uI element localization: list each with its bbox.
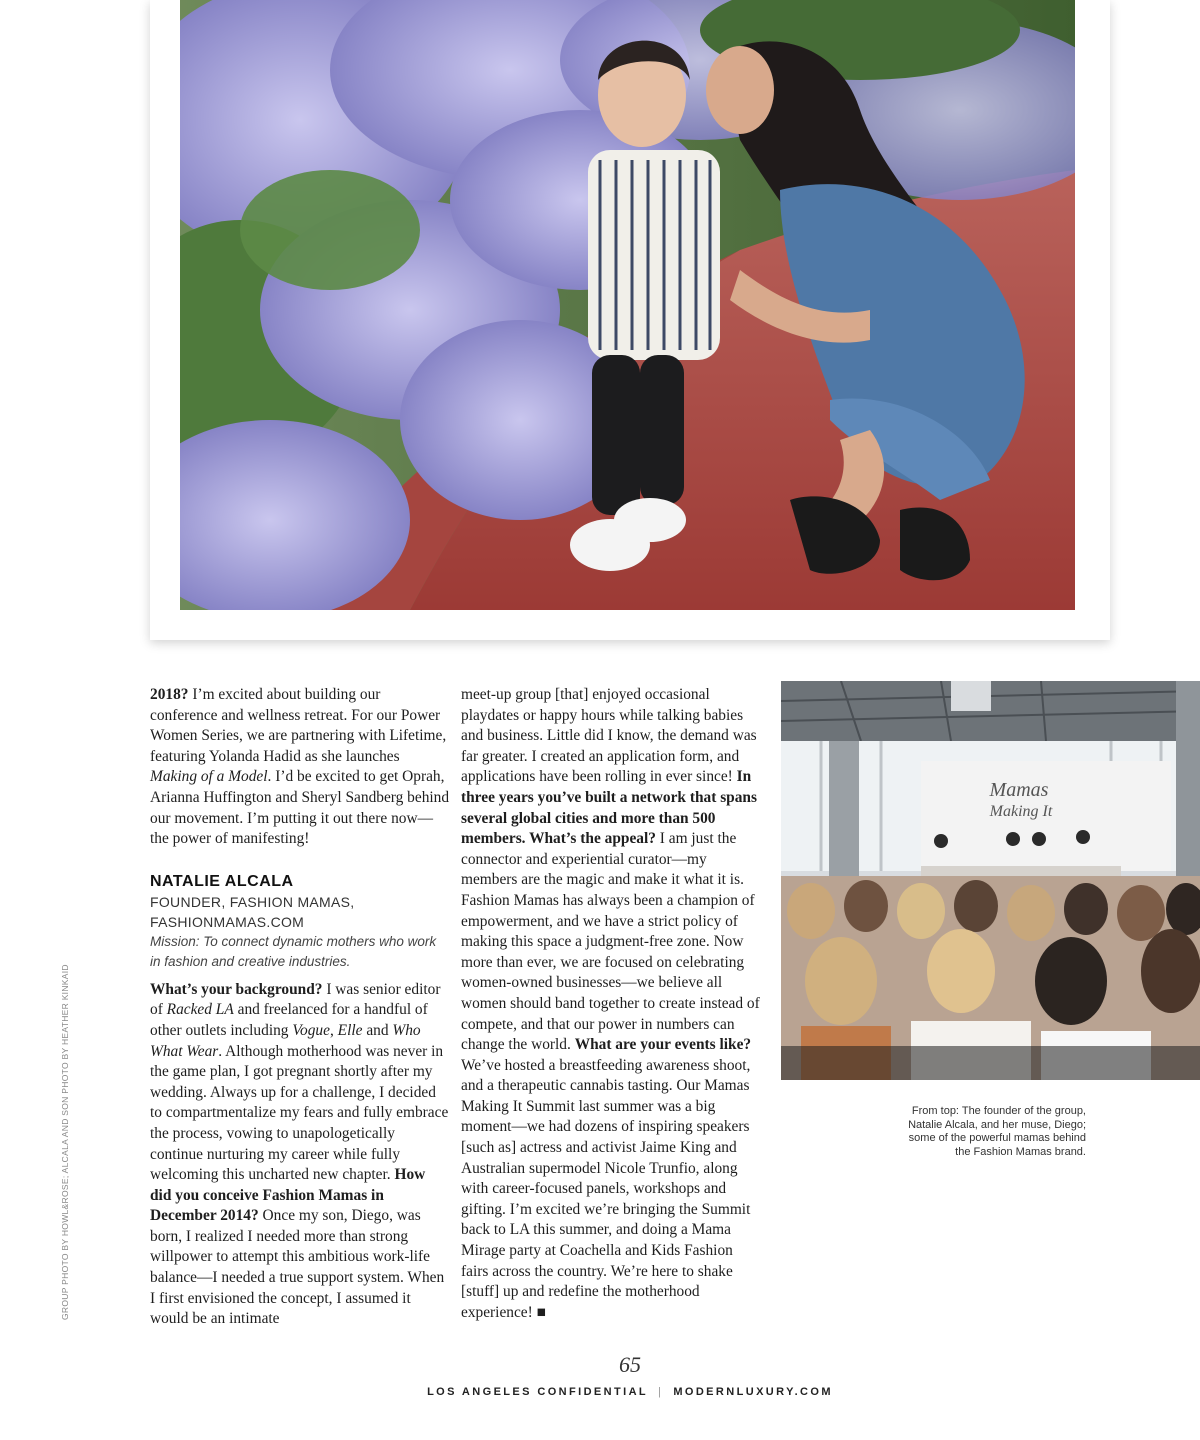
- italic-title-racked: Racked LA: [166, 1001, 234, 1019]
- photo-credit: GROUP PHOTO BY HOWL&ROSE; ALCALA AND SON PHOTO BY HEATHER KINKAID: [60, 964, 70, 1320]
- intro-answer-end: . I’d be excited to get Oprah, Arianna Huffington and Sheryl Sandberg behind our movement. I’m putting it out there now—the power of manifesting!: [150, 768, 450, 848]
- italic-title-who-what-wear: Who What Wear: [150, 1021, 421, 1060]
- event-photo: [781, 681, 1200, 1080]
- question-conceive: How did you conceive Fashion Mamas in December 2014?: [150, 1166, 426, 1225]
- question-appeal: In three years you’ve built a network that spans several global cities and more than 500 members. What’s the appeal?: [461, 768, 757, 848]
- event-backdrop-logo-2: Making It: [989, 803, 1053, 820]
- profile-mission: Mission: To connect dynamic mothers who work in fashion and creative industries.: [150, 933, 437, 969]
- answer-text: Once my son, Diego, was born, I realized I needed more than strong willpower to attempt this ambitious work-life balance—I needed a true support system. When I first envisioned the concept, I assumed it would be an intimate: [150, 1207, 445, 1328]
- answer-text: . Although motherhood was never in the game plan, I got pregnant shortly after my wedding. Always up for a challenge, I decided to compartmentalize my fears and fully embrace the process, vowing to unapologetically continue nurturing my career while fully welcoming this uncharted new chapter.: [150, 1042, 449, 1184]
- footer-separator: |: [658, 1386, 664, 1398]
- publication-website: MODERNLUXURY.COM: [673, 1386, 833, 1398]
- qa-paragraph: [461, 685, 761, 1323]
- answer-text: ,: [329, 1021, 338, 1039]
- intro-answer: I’m excited about building our conference and wellness retreat. For our Power Women Series, we are partnering with Lifetime, featuring Yolanda Hadid as she launches: [150, 686, 447, 765]
- answer-text: meet-up group [that] enjoyed occasional playdates or happy hours while talking babies and business. Little did I know, the demand was far greater. I created an application form, and applications have been rolling in ever since!: [461, 686, 757, 786]
- photo-caption: From top: The founder of the group, Natalie Alcala, and her muse, Diego; some of the powerful mamas behind the Fashion Mamas brand.: [908, 1105, 1086, 1158]
- question-events: What are your events like?: [574, 1036, 752, 1054]
- profile-name: NATALIE ALCALA: [150, 872, 294, 890]
- question-background: What’s your background?: [150, 980, 323, 998]
- answer-text: and: [362, 1021, 393, 1039]
- intro-title-italic: Making of a Model: [150, 768, 268, 786]
- article-column-1: [150, 685, 450, 1330]
- italic-title-elle: Elle: [337, 1021, 363, 1039]
- answer-text: I am just the connector and experiential curator—my members are the magic and make it what it is. Fashion Mamas has always been a champion of empowerment, and we have a strict policy of making this space a judgment-free zone. Now more than ever, we are focused on celebrating women-owned businesses—we believe all women should band together to create instead of compete, and that our power in numbers can change the world.: [461, 830, 760, 1054]
- profile-role: FOUNDER, FASHION MAMAS,: [150, 893, 355, 910]
- page-number: 65: [619, 1352, 641, 1377]
- answer-text: We’ve hosted a breastfeeding awareness shoot, and a therapeutic cannabis tasting. Our Mamas Making It Summit last summer was a big moment—we had dozens of inspiring speakers [such as] actress and activist Jaime King and Australian supermodel Nicole Trunfio, along with career-focused panels, workshops and gifting. I’m excited we’re bringing the Summit back to LA this summer, and doing a Mama Mirage party at Coachella and Kids Fashion fairs across the country. We’re here to shake [stuff] up and redefine the motherhood experience! ■: [461, 1056, 751, 1321]
- intro-paragraph: [150, 685, 450, 850]
- main-photo-frame: [150, 0, 1110, 640]
- profile-website: FASHIONMAMAS.COM: [150, 913, 305, 930]
- answer-text: I was senior editor of: [150, 980, 441, 1019]
- answer-text: and freelanced for a handful of other outlets including: [150, 1001, 428, 1039]
- event-photo-illustration: [781, 681, 1200, 1080]
- mother-son-photo: [180, 0, 1075, 610]
- intro-question: 2018?: [150, 686, 189, 703]
- italic-title-vogue: Vogue: [292, 1021, 330, 1039]
- publication-name: LOS ANGELES CONFIDENTIAL: [427, 1386, 649, 1398]
- mother-son-photo-illustration: [180, 0, 1075, 610]
- qa-paragraph: [150, 980, 450, 1330]
- profile-block: [150, 872, 450, 972]
- article-column-2: [461, 685, 761, 1323]
- page-footer: [0, 1386, 1200, 1398]
- event-backdrop-logo: Mamas: [989, 779, 1049, 801]
